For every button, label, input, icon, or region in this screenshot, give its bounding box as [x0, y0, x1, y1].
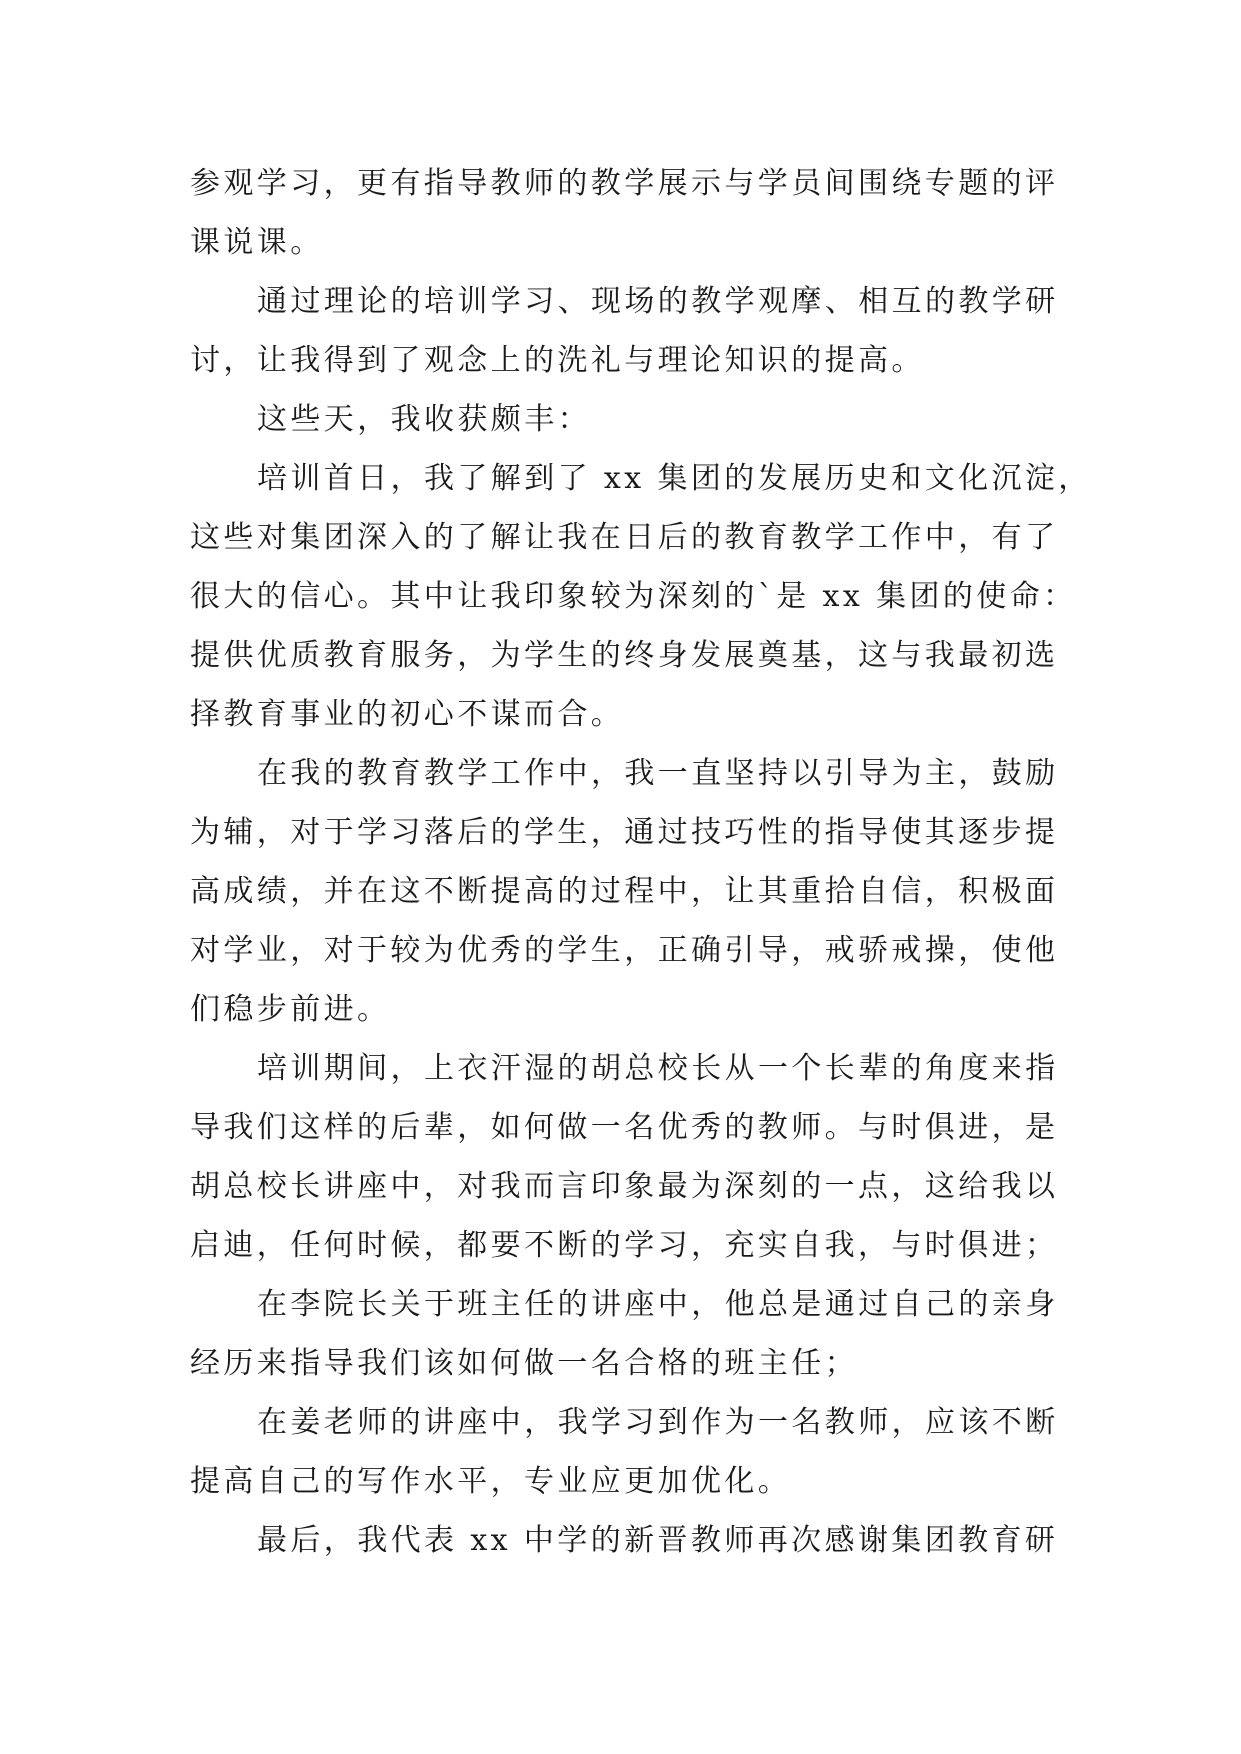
paragraph-start-line: 在李院长关于班主任的讲座中，他总是通过自己的亲身: [257, 1287, 1059, 1322]
text-line: 导我们这样的后辈，如何做一名优秀的教师。与时俱进，是: [190, 1110, 1059, 1145]
paragraph-start-line: 在姜老师的讲座中，我学习到作为一名教师，应该不断: [257, 1405, 1059, 1440]
paragraph-start-line: 在我的教育教学工作中，我一直坚持以引导为主，鼓励: [257, 756, 1059, 791]
text-line: 择教育事业的初心不谋而合。: [190, 697, 625, 732]
text-line: 胡总校长讲座中，对我而言印象最为深刻的一点，这给我以: [190, 1169, 1059, 1204]
paragraph-start-line: 这些天，我收获颇丰：: [257, 402, 591, 437]
paragraph-start-line: 培训首日，我了解到了 xx 集团的发展历史和文化沉淀，: [257, 461, 1092, 496]
paragraph-start-line: 最后，我代表 xx 中学的新晋教师再次感谢集团教育研: [257, 1523, 1059, 1558]
text-line: 讨，让我得到了观念上的洗礼与理论知识的提高。: [190, 343, 925, 378]
text-line: 这些对集团深入的了解让我在日后的教育教学工作中，有了: [190, 520, 1059, 555]
text-line: 提供优质教育服务，为学生的终身发展奠基，这与我最初选: [190, 638, 1059, 673]
paragraph-start-line: 培训期间，上衣汗湿的胡总校长从一个长辈的角度来指: [257, 1051, 1059, 1086]
text-line: 经历来指导我们该如何做一名合格的班主任；: [190, 1346, 858, 1381]
text-line: 很大的信心。其中让我印象较为深刻的`是 xx 集团的使命：: [190, 579, 1077, 614]
text-line: 为辅，对于学习落后的学生，通过技巧性的指导使其逐步提: [190, 815, 1059, 850]
text-line: 参观学习，更有指导教师的教学展示与学员间围绕专题的评: [190, 166, 1059, 201]
text-line: 高成绩，并在这不断提高的过程中，让其重拾自信，积极面: [190, 874, 1059, 909]
text-line: 课说课。: [190, 225, 324, 260]
text-line: 们稳步前进。: [190, 992, 391, 1027]
paragraph-start-line: 通过理论的培训学习、现场的教学观摩、相互的教学研: [257, 284, 1059, 319]
document-body: [190, 154, 1092, 1570]
text-line: 启迪，任何时候，都要不断的学习，充实自我，与时俱进；: [190, 1228, 1059, 1263]
text-line: 对学业，对于较为优秀的学生，正确引导，戒骄戒操，使他: [190, 933, 1059, 968]
text-line: 提高自己的写作水平，专业应更加优化。: [190, 1464, 792, 1499]
